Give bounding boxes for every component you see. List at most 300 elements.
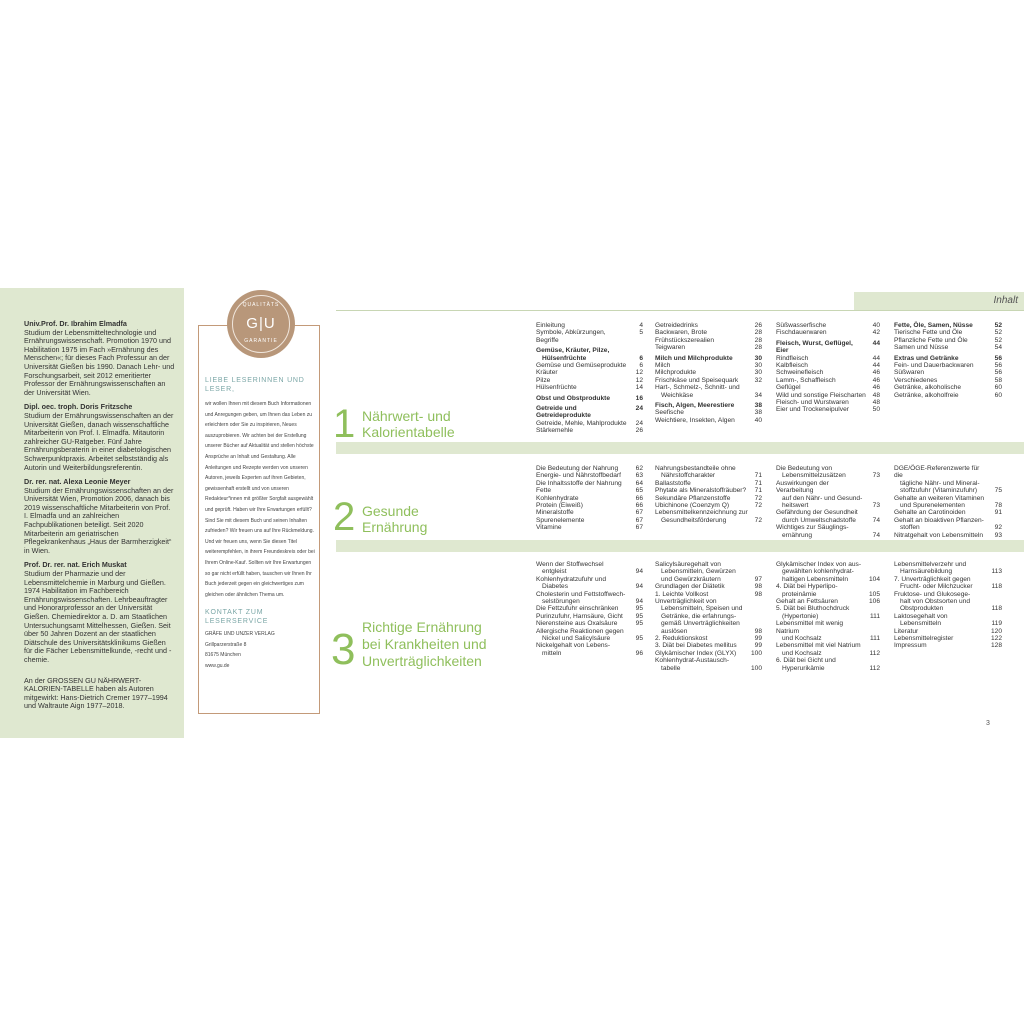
- toc-entry-page: [866, 568, 880, 575]
- toc-entry[interactable]: [776, 509, 880, 516]
- contents-header-bar: [854, 292, 1024, 311]
- toc-entry[interactable]: [655, 605, 762, 612]
- toc-entry[interactable]: [776, 605, 880, 612]
- toc-entry[interactable]: [655, 657, 762, 664]
- toc-entry-title: Auswirkungen der Verarbeitung: [776, 479, 829, 495]
- toc-entry[interactable]: [894, 392, 1002, 399]
- publisher-heading: LIEBE LESERINNEN UND LESER,: [205, 377, 305, 393]
- toc-entry[interactable]: [894, 598, 1002, 605]
- toc-entry-page: 44: [872, 339, 880, 347]
- toc-entry[interactable]: [894, 605, 1002, 612]
- toc-entry[interactable]: [536, 642, 643, 649]
- former-authors-credit: An der GROSSEN GU NÄHRWERT-KALORIEN-TABELLE haben als Autoren mitgewirkt: Hans-Dietrich Cremer 1977–1994 und Waltraute Aign 1977–2018.: [24, 675, 168, 711]
- toc-entry[interactable]: [536, 517, 643, 524]
- toc-entry-title: Wichtiges zur Säuglings-: [776, 524, 849, 532]
- toc-entry[interactable]: [894, 377, 1002, 384]
- toc-entry-title: Diabetes: [542, 583, 569, 591]
- toc-entry[interactable]: [655, 650, 762, 657]
- toc-entry-page: [866, 465, 880, 472]
- toc-entry[interactable]: [536, 369, 643, 376]
- toc-entry-page: 74: [872, 531, 880, 539]
- toc-entry[interactable]: [655, 344, 762, 351]
- toc-entry[interactable]: [776, 576, 880, 583]
- toc-entry[interactable]: [655, 568, 762, 575]
- toc-entry[interactable]: [536, 384, 643, 391]
- toc-entry-page: 30: [754, 369, 762, 377]
- toc-entry-page: 16: [635, 394, 643, 402]
- toc-entry-title: Hülsenfrüchte: [536, 384, 577, 392]
- toc-entry-page: [866, 509, 880, 516]
- toc-entry[interactable]: [536, 650, 643, 657]
- toc-entry[interactable]: [776, 665, 880, 672]
- toc-entry-page: 38: [754, 402, 762, 410]
- toc-entry[interactable]: [776, 384, 880, 391]
- toc-entry[interactable]: [655, 377, 762, 384]
- toc-entry-page: [866, 524, 880, 531]
- toc-entry[interactable]: [894, 465, 1002, 480]
- toc-column: [894, 561, 1002, 650]
- toc-entry[interactable]: [894, 337, 1002, 344]
- toc-entry-title: Geflügel: [776, 384, 801, 392]
- toc-entry[interactable]: [894, 355, 1002, 362]
- toc-entry-page: 99: [754, 642, 762, 650]
- toc-entry[interactable]: [894, 524, 1002, 531]
- toc-entry-title: Lebensmittel mit wenig Natrium: [776, 620, 844, 635]
- toc-entry[interactable]: [776, 568, 880, 575]
- toc-entry[interactable]: [894, 620, 1002, 627]
- toc-entry[interactable]: [655, 409, 762, 416]
- toc-entry[interactable]: [894, 576, 1002, 583]
- toc-entry-title: Frischkäse und Speisequark: [655, 376, 739, 384]
- toc-entry-title: Pilze: [536, 376, 551, 384]
- toc-entry-page: [866, 605, 880, 612]
- toc-entry-title: Fein- und Dauerbackwaren: [894, 362, 974, 370]
- contact-line: 81675 München: [205, 652, 241, 659]
- toc-entry-page: [988, 495, 1002, 502]
- toc-entry-title: Kräuter: [536, 369, 558, 377]
- toc-entry-title: Kalbfleisch: [776, 362, 808, 370]
- toc-entry[interactable]: [655, 509, 762, 516]
- toc-entry[interactable]: [655, 495, 762, 502]
- toc-entry-title: heitswert: [782, 502, 809, 510]
- toc-entry-title: Glykämischer Index von aus-: [776, 561, 862, 568]
- toc-entry-page: [988, 480, 1002, 487]
- toc-column: [776, 322, 880, 414]
- toc-entry[interactable]: [536, 322, 643, 329]
- toc-entry-page: 72: [754, 516, 762, 524]
- toc-entry[interactable]: [776, 517, 880, 524]
- toc-entry[interactable]: [776, 377, 880, 384]
- toc-entry-title: mitteln: [542, 649, 562, 657]
- toc-entry[interactable]: [776, 495, 880, 502]
- toc-entry-title: und Kochsalz: [782, 635, 822, 643]
- toc-entry-title: Nitratgehalt von Lebensmitteln: [894, 531, 984, 539]
- toc-entry[interactable]: [536, 495, 643, 502]
- toc-entry[interactable]: [536, 561, 643, 568]
- toc-entry[interactable]: [894, 509, 1002, 516]
- author-bio: Studium der Ernährungswissenschaften an der Universität Wien, Promotion 2006, danach bis 2019 wissenschaftliche Mitarbeiterin von Prof. I. Elmadfa und an zahlreichen Fachpublikationen beteiligt. Seit 2020 Mitarbeiterin am geriatrischen Pflegekrankenhaus „Haus der Barmherzigkeit“ in Wien.: [24, 485, 174, 555]
- toc-entry-page: 73: [872, 502, 880, 510]
- toc-entry-page: 94: [635, 568, 643, 576]
- toc-entry[interactable]: [655, 561, 762, 568]
- toc-entry[interactable]: [536, 613, 643, 620]
- toc-entry-title: Süßwaren: [894, 369, 925, 377]
- toc-entry-page: [866, 657, 880, 664]
- toc-entry[interactable]: [894, 568, 1002, 575]
- toc-entry-page: 48: [872, 391, 880, 399]
- toc-entry[interactable]: [655, 576, 762, 583]
- toc-entry-title: Purinzufuhr, Harnsäure, Gicht: [536, 612, 623, 620]
- toc-entry[interactable]: [655, 392, 762, 399]
- toc-entry[interactable]: [776, 340, 880, 355]
- toc-entry-title: Gehalt an bioaktiven Pflanzen-: [894, 516, 984, 524]
- toc-entry[interactable]: [776, 502, 880, 509]
- toc-entry-title: Lebensmitteln: [900, 620, 942, 628]
- toc-entry-title: Milchprodukte: [655, 369, 697, 377]
- toc-entry[interactable]: [776, 480, 880, 495]
- toc-entry[interactable]: [536, 583, 643, 590]
- toc-entry[interactable]: [655, 583, 762, 590]
- toc-entry[interactable]: [655, 465, 762, 472]
- toc-entry[interactable]: [655, 591, 762, 598]
- toc-entry-page: 46: [872, 384, 880, 392]
- toc-entry-page: 6: [639, 362, 643, 370]
- toc-entry-page: 74: [872, 516, 880, 524]
- toc-entry-title: Lebensmitteln, Gewürzen: [661, 568, 736, 576]
- author-entry: [24, 478, 176, 555]
- toc-entry[interactable]: [894, 635, 1002, 642]
- toc-entry-title: Spurenelemente: [536, 516, 585, 524]
- toc-entry-page: 100: [750, 649, 762, 657]
- toc-entry[interactable]: [776, 532, 880, 539]
- toc-entry-title: Backwaren, Brote: [655, 329, 708, 337]
- toc-entry-title: Die Bedeutung der Nahrung: [536, 465, 619, 472]
- toc-entry[interactable]: [655, 417, 762, 424]
- toc-entry[interactable]: [536, 598, 643, 605]
- toc-entry[interactable]: [655, 355, 762, 362]
- toc-entry-title: Milch und Milchprodukte: [655, 354, 733, 362]
- toc-entry-page: [629, 576, 643, 583]
- toc-entry-title: 5. Diät bei Bluthochdruck: [776, 605, 850, 613]
- toc-entry-page: 24: [635, 419, 643, 427]
- toc-entry[interactable]: [776, 583, 880, 590]
- toc-entry-title: Nierensteine aus Oxalsäure: [536, 620, 618, 628]
- toc-entry[interactable]: [536, 635, 643, 642]
- toc-entry-title: Getränke, die erfahrungs-: [661, 612, 737, 620]
- toc-entry[interactable]: [536, 480, 643, 487]
- toc-entry[interactable]: [655, 362, 762, 369]
- toc-entry-page: [866, 495, 880, 502]
- toc-entry-title: Süßwasserfische: [776, 322, 827, 329]
- toc-entry-title: Nährstoffcharakter: [661, 472, 716, 480]
- section-title: [362, 619, 487, 670]
- toc-entry-page: 66: [635, 494, 643, 502]
- toc-entry[interactable]: [894, 384, 1002, 391]
- section-title-line: Unverträglichkeiten: [362, 653, 482, 669]
- toc-entry-title: Energie- und Nährstoffbedarf: [536, 472, 621, 480]
- toc-entry[interactable]: [776, 635, 880, 642]
- toc-entry[interactable]: [776, 406, 880, 413]
- toc-entry[interactable]: [776, 642, 880, 649]
- toc-entry-page: 62: [635, 465, 643, 472]
- toc-entry-page: 118: [991, 605, 1002, 613]
- toc-entry-title: Gefährdung der Gesundheit: [776, 509, 858, 517]
- toc-entry[interactable]: [776, 650, 880, 657]
- toc-entry[interactable]: [776, 322, 880, 329]
- toc-entry[interactable]: [894, 344, 1002, 351]
- toc-entry[interactable]: [536, 405, 643, 420]
- toc-column: [894, 465, 1002, 539]
- toc-entry[interactable]: [894, 613, 1002, 620]
- toc-entry[interactable]: [894, 487, 1002, 494]
- toc-entry[interactable]: [894, 517, 1002, 524]
- toc-entry-page: 52: [994, 322, 1002, 329]
- toc-entry-page: 50: [872, 406, 880, 414]
- toc-entry-title: Unverträglichkeit von: [655, 598, 717, 606]
- toc-entry-page: [748, 561, 762, 568]
- toc-entry[interactable]: [536, 576, 643, 583]
- toc-entry-title: Fleisch, Wurst, Geflügel, Eier: [776, 339, 853, 355]
- toc-entry-page: [988, 576, 1002, 583]
- toc-entry[interactable]: [536, 487, 643, 494]
- toc-entry-page: 28: [754, 329, 762, 337]
- toc-entry-page: 63: [635, 472, 643, 480]
- toc-entry[interactable]: [776, 355, 880, 362]
- toc-entry[interactable]: [776, 472, 880, 479]
- toc-entry-page: 54: [994, 344, 1002, 352]
- toc-entry-page: 6: [639, 354, 643, 362]
- toc-entry-title: ernährung: [782, 531, 813, 539]
- toc-entry-page: [866, 620, 880, 635]
- toc-entry[interactable]: [536, 347, 643, 354]
- toc-entry-page: [988, 598, 1002, 605]
- toc-entry-page: 72: [754, 502, 762, 510]
- toc-entry[interactable]: [776, 613, 880, 620]
- toc-entry[interactable]: [894, 369, 1002, 376]
- toc-entry[interactable]: [536, 524, 643, 531]
- toc-entry-page: 65: [635, 487, 643, 495]
- toc-entry-page: 104: [868, 575, 880, 583]
- toc-entry[interactable]: [776, 392, 880, 399]
- toc-entry-title: Allergische Reaktionen gegen: [536, 627, 624, 635]
- toc-entry[interactable]: [655, 642, 762, 649]
- toc-entry[interactable]: [536, 377, 643, 384]
- toc-entry[interactable]: [655, 598, 762, 605]
- toc-entry-title: Symbole, Abkürzungen, Begriffe: [536, 329, 606, 344]
- toc-entry-title: Lebensmittelzusätzen: [782, 472, 846, 480]
- toc-column: [894, 322, 1002, 399]
- toc-entry-page: 112: [869, 649, 880, 657]
- toc-entry-title: Ballaststoffe: [655, 479, 691, 487]
- toc-column: [655, 322, 762, 424]
- toc-entry-page: [748, 509, 762, 516]
- toc-entry[interactable]: [536, 427, 643, 434]
- toc-entry[interactable]: [776, 620, 880, 635]
- toc-entry[interactable]: [776, 561, 880, 568]
- toc-entry[interactable]: [655, 613, 762, 620]
- toc-entry[interactable]: [655, 665, 762, 672]
- toc-entry-page: 14: [635, 384, 643, 392]
- section-title: [362, 503, 427, 535]
- toc-entry-title: Fischdauerwaren: [776, 329, 827, 337]
- toc-entry-page: 111: [869, 612, 880, 620]
- toc-entry-page: 4: [639, 322, 643, 329]
- toc-entry[interactable]: [894, 502, 1002, 509]
- toc-entry-title: gewählten kohlenhydrat-: [782, 568, 854, 576]
- toc-entry[interactable]: [655, 628, 762, 635]
- toc-entry-page: 98: [754, 590, 762, 598]
- toc-entry[interactable]: [536, 355, 643, 362]
- toc-entry[interactable]: [536, 362, 643, 369]
- toc-entry[interactable]: [894, 362, 1002, 369]
- toc-entry-page: 71: [754, 479, 762, 487]
- toc-entry[interactable]: [776, 399, 880, 406]
- toc-entry-title: Vitamine: [536, 524, 562, 532]
- author-entry: [24, 561, 176, 664]
- toc-entry[interactable]: [536, 620, 643, 627]
- toc-entry-title: Kohlenhydrat-Austausch-: [655, 657, 730, 665]
- contact-heading: KONTAKT ZUM LESERSERVICE: [205, 609, 269, 626]
- toc-entry[interactable]: [894, 532, 1002, 539]
- author-bio: Studium der Ernährungswissenschaften an der Universität Gießen, danach wissenschaftliche Mitarbeiterin von Prof. I. Elmadfa. Mitautorin zahlreicher GU-Ratgeber. Fünf Jahre Ernährungsberaterin in einer diabetologischen Schwerpunktpraxis. Arbeitet selbstständig als Autorin und Weiterbildungsreferentin.: [24, 410, 174, 472]
- section-title-line: Richtige Ernährung: [362, 619, 482, 635]
- toc-entry-title: Fette, Öle, Samen, Nüsse: [894, 322, 973, 329]
- toc-entry[interactable]: [536, 502, 643, 509]
- toc-entry-title: Weichtiere, Insekten, Algen: [655, 416, 735, 424]
- toc-entry-title: Getreide, Mehle, Mahlprodukte: [536, 419, 627, 427]
- toc-entry-page: 30: [754, 362, 762, 370]
- toc-column: [536, 465, 643, 532]
- section-title-line: Kalorientabelle: [362, 424, 455, 440]
- toc-entry[interactable]: [536, 329, 643, 344]
- website-link[interactable]: www.gu.de: [205, 663, 230, 670]
- toc-entry-title: DGE/ÖGE-Referenzwerte für die: [894, 465, 980, 480]
- toc-entry[interactable]: [655, 322, 762, 329]
- contents-title: Inhalt: [993, 295, 1018, 306]
- toc-entry-page: 66: [635, 502, 643, 510]
- toc-entry[interactable]: [536, 395, 643, 402]
- toc-entry[interactable]: [655, 329, 762, 336]
- toc-entry-page: 120: [990, 627, 1002, 635]
- toc-entry[interactable]: [655, 337, 762, 344]
- toc-entry[interactable]: [655, 480, 762, 487]
- toc-entry[interactable]: [776, 591, 880, 598]
- toc-entry[interactable]: [776, 598, 880, 605]
- toc-entry-title: Fette: [536, 487, 552, 495]
- toc-entry-page: 94: [635, 583, 643, 591]
- toc-entry-page: 118: [991, 583, 1002, 591]
- section-title-line: Ernährung: [362, 519, 428, 535]
- toc-entry-page: 94: [635, 598, 643, 606]
- toc-entry-page: [748, 657, 762, 664]
- toc-entry[interactable]: [894, 561, 1002, 568]
- toc-column: [776, 465, 880, 539]
- toc-entry[interactable]: [655, 472, 762, 479]
- toc-entry-title: 2. Reduktionskost: [655, 635, 708, 643]
- toc-entry-title: Fruktose- und Glukosege-: [894, 590, 971, 598]
- toc-entry-title: Lebensmittelregister: [894, 635, 954, 643]
- toc-entry[interactable]: [536, 591, 643, 598]
- toc-entry[interactable]: [536, 420, 643, 427]
- toc-entry[interactable]: [776, 369, 880, 376]
- toc-entry-title: Fisch, Algen, Meerestiere: [655, 402, 735, 410]
- author-name: Dr. rer. nat. Alexa Leonie Meyer: [24, 477, 131, 487]
- toc-entry-title: Nickelgehalt von Lebens-: [536, 642, 611, 650]
- toc-entry-page: 34: [754, 391, 762, 399]
- toc-entry[interactable]: [536, 605, 643, 612]
- toc-entry-title: Gesundheitsförderung: [661, 516, 727, 524]
- toc-entry-page: 56: [994, 369, 1002, 377]
- toc-entry[interactable]: [776, 465, 880, 472]
- toc-entry-title: Harnsäurebildung: [900, 568, 953, 576]
- toc-entry-title: Mineralstoffe: [536, 509, 574, 517]
- toc-entry-page: [629, 347, 643, 354]
- toc-entry[interactable]: [894, 480, 1002, 487]
- toc-entry[interactable]: [655, 635, 762, 642]
- toc-entry-page: 111: [869, 635, 880, 643]
- toc-entry-page: 46: [872, 369, 880, 377]
- toc-entry-page: 99: [754, 635, 762, 643]
- toc-entry-title: Extras und Getränke: [894, 354, 959, 362]
- toc-column: [655, 561, 762, 672]
- toc-entry[interactable]: [536, 472, 643, 479]
- toc-entry[interactable]: [894, 628, 1002, 635]
- toc-entry[interactable]: [536, 568, 643, 575]
- toc-entry[interactable]: [894, 583, 1002, 590]
- author-name: Univ.Prof. Dr. Ibrahim Elmadfa: [24, 319, 127, 328]
- toc-entry[interactable]: [655, 502, 762, 509]
- toc-entry[interactable]: [776, 329, 880, 336]
- toc-entry[interactable]: [655, 384, 762, 391]
- toc-entry-page: 5: [639, 329, 643, 337]
- toc-entry[interactable]: [655, 402, 762, 409]
- toc-entry[interactable]: [536, 509, 643, 516]
- authors-panel: [0, 288, 184, 738]
- section-title-line: bei Krankheiten und: [362, 636, 487, 652]
- toc-entry-page: 28: [754, 336, 762, 344]
- toc-entry[interactable]: [894, 495, 1002, 502]
- toc-entry-page: [988, 465, 1002, 480]
- toc-entry[interactable]: [655, 487, 762, 494]
- toc-entry-title: Lebensmittelkennzeichnung zur: [655, 509, 748, 517]
- toc-entry-page: 95: [635, 612, 643, 620]
- toc-entry-page: [988, 517, 1002, 524]
- toc-entry-page: [988, 591, 1002, 598]
- toc-entry-title: Laktosegehalt von: [894, 612, 948, 620]
- toc-entry-title: und Gewürzkräutern: [661, 575, 721, 583]
- toc-entry-title: haltigen Lebensmitteln: [782, 575, 848, 583]
- toc-entry[interactable]: [776, 657, 880, 664]
- toc-entry[interactable]: [655, 620, 762, 627]
- toc-entry-page: 60: [994, 384, 1002, 392]
- toc-entry[interactable]: [776, 362, 880, 369]
- toc-entry-title: Lamm-, Schaffleisch: [776, 376, 836, 384]
- toc-entry[interactable]: [655, 369, 762, 376]
- contact-line: Grillparzerstraße 8: [205, 641, 247, 648]
- toc-entry[interactable]: [655, 517, 762, 524]
- toc-entry[interactable]: [536, 628, 643, 635]
- toc-entry-title: Gehalte an weiteren Vitaminen: [894, 494, 985, 502]
- toc-entry[interactable]: [776, 524, 880, 531]
- toc-entry[interactable]: [894, 642, 1002, 649]
- toc-entry-title: Hart-, Schmelz-, Schnitt- und: [655, 384, 740, 392]
- toc-entry[interactable]: [894, 329, 1002, 336]
- toc-entry-title: Die Inhaltsstoffe der Nahrung: [536, 479, 622, 487]
- toc-entry[interactable]: [894, 591, 1002, 598]
- toc-entry[interactable]: [536, 465, 643, 472]
- toc-entry-title: Wenn der Stoffwechsel: [536, 561, 604, 568]
- toc-entry-title: Die Fettzufuhr einschränken: [536, 605, 619, 613]
